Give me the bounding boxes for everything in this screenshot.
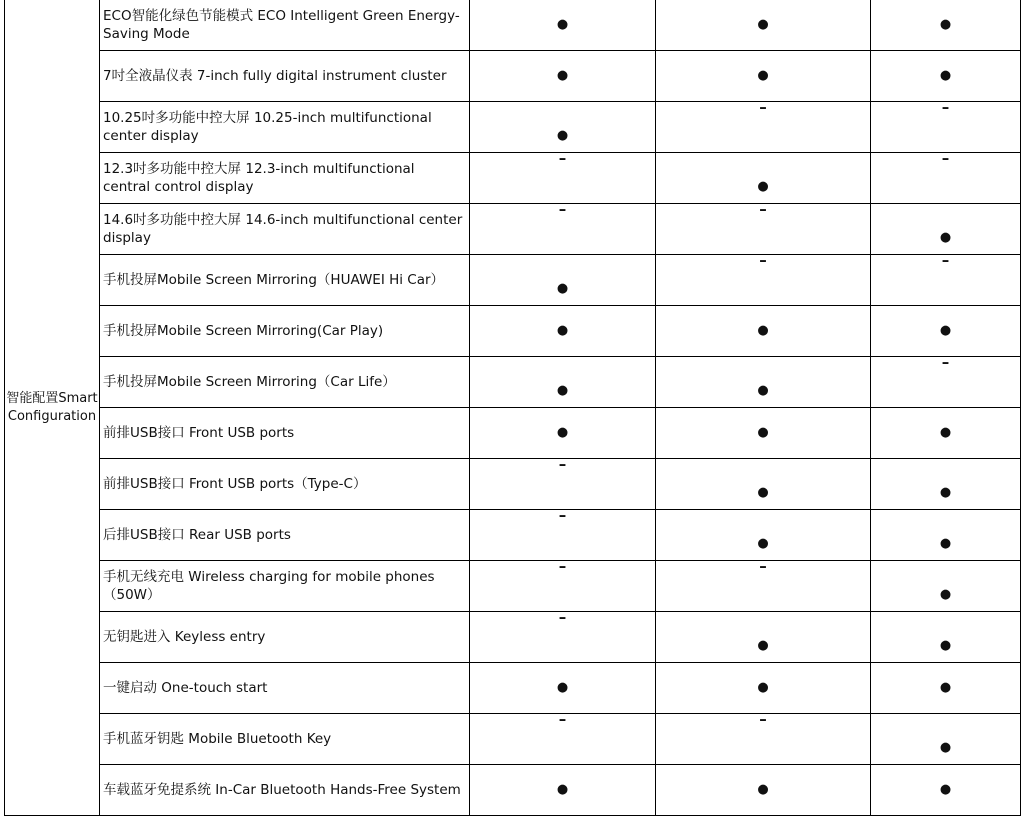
value-mark: ● — [757, 323, 769, 338]
value-mark: – — [759, 713, 767, 728]
variant-2-cell — [656, 306, 871, 357]
value-mark: ● — [939, 638, 952, 653]
variant-1-cell — [470, 102, 656, 153]
variant-2-cell — [656, 663, 871, 714]
value-mark: ● — [939, 230, 952, 245]
table-row — [5, 153, 1021, 204]
variant-1-cell — [470, 663, 656, 714]
table-row — [5, 204, 1021, 255]
value-mark: ● — [939, 587, 952, 602]
feature-cell: 一键启动 One-touch start — [100, 663, 470, 714]
value-mark: – — [558, 203, 567, 218]
value-mark: – — [941, 101, 950, 116]
table-row — [5, 765, 1021, 816]
value-mark: ● — [939, 782, 952, 797]
value-mark: ● — [939, 536, 952, 551]
value-mark: ● — [939, 425, 952, 440]
variant-1-cell — [470, 0, 656, 51]
variant-3-cell — [871, 204, 1021, 255]
variant-1-cell — [470, 561, 656, 612]
table-row — [5, 0, 1021, 51]
value-mark: ● — [757, 485, 769, 500]
feature-cell: 前排USB接口 Front USB ports（Type-C） — [100, 459, 470, 510]
feature-cell: 手机蓝牙钥匙 Mobile Bluetooth Key — [100, 714, 470, 765]
value-mark: – — [558, 713, 567, 728]
table-row — [5, 255, 1021, 306]
spec-sheet — [4, 0, 1020, 817]
variant-1-cell — [470, 408, 656, 459]
table-row — [5, 612, 1021, 663]
variant-3-cell — [871, 459, 1021, 510]
feature-cell: 手机投屏Mobile Screen Mirroring(Car Play) — [100, 306, 470, 357]
variant-1-cell — [470, 51, 656, 102]
value-mark: ● — [556, 383, 569, 398]
feature-cell: 车载蓝牙免提系统 In-Car Bluetooth Hands-Free System — [100, 765, 470, 816]
value-mark: ● — [757, 425, 769, 440]
value-mark: – — [759, 101, 767, 116]
variant-3-cell — [871, 561, 1021, 612]
variant-3-cell — [871, 306, 1021, 357]
value-mark: ● — [939, 17, 952, 32]
variant-3-cell — [871, 153, 1021, 204]
variant-2-cell — [656, 561, 871, 612]
variant-3-cell — [871, 0, 1021, 51]
value-mark: ● — [556, 128, 569, 143]
variant-1-cell — [470, 510, 656, 561]
value-mark: – — [558, 611, 567, 626]
feature-cell: 手机投屏Mobile Screen Mirroring（Car Life） — [100, 357, 470, 408]
value-mark: ● — [556, 323, 569, 338]
variant-3-cell — [871, 663, 1021, 714]
table-row — [5, 102, 1021, 153]
variant-3-cell — [871, 612, 1021, 663]
table-row — [5, 408, 1021, 459]
configuration-table — [4, 0, 1021, 816]
variant-3-cell — [871, 102, 1021, 153]
feature-cell: 手机无线充电 Wireless charging for mobile phones（50W） — [100, 561, 470, 612]
variant-2-cell — [656, 612, 871, 663]
table-row — [5, 357, 1021, 408]
feature-cell: 14.6吋多功能中控大屏 14.6-inch multifunctional center display — [100, 204, 470, 255]
feature-cell: 12.3吋多功能中控大屏 12.3-inch multifunctional central control display — [100, 153, 470, 204]
value-mark: ● — [556, 17, 569, 32]
variant-2-cell — [656, 51, 871, 102]
feature-cell: 手机投屏Mobile Screen Mirroring（HUAWEI Hi Car） — [100, 255, 470, 306]
value-mark: – — [558, 458, 567, 473]
category-cell: 智能配置Smart Configuration — [5, 0, 100, 816]
variant-1-cell — [470, 357, 656, 408]
table-row — [5, 714, 1021, 765]
variant-3-cell — [871, 255, 1021, 306]
feature-cell: 7吋全液晶仪表 7-inch fully digital instrument cluster — [100, 51, 470, 102]
variant-3-cell — [871, 510, 1021, 561]
variant-2-cell — [656, 765, 871, 816]
value-mark: ● — [556, 680, 569, 695]
value-mark: ● — [556, 281, 569, 296]
table-row — [5, 306, 1021, 357]
variant-2-cell — [656, 102, 871, 153]
value-mark: ● — [556, 68, 569, 83]
table-row — [5, 663, 1021, 714]
variant-1-cell — [470, 306, 656, 357]
table-row — [5, 510, 1021, 561]
variant-1-cell — [470, 612, 656, 663]
value-mark: ● — [757, 383, 769, 398]
variant-3-cell — [871, 408, 1021, 459]
variant-3-cell — [871, 765, 1021, 816]
table-row — [5, 459, 1021, 510]
value-mark: ● — [757, 680, 769, 695]
variant-2-cell — [656, 204, 871, 255]
value-mark: ● — [556, 425, 569, 440]
value-mark: – — [558, 560, 567, 575]
variant-3-cell — [871, 714, 1021, 765]
value-mark: ● — [757, 638, 769, 653]
value-mark: – — [759, 560, 767, 575]
value-mark: – — [941, 152, 950, 167]
feature-cell: ECO智能化绿色节能模式 ECO Intelligent Green Energy-Saving Mode — [100, 0, 470, 51]
table-row — [5, 51, 1021, 102]
value-mark: – — [941, 254, 950, 269]
value-mark: ● — [939, 485, 952, 500]
value-mark: – — [558, 509, 567, 524]
feature-cell: 10.25吋多功能中控大屏 10.25-inch multifunctional center display — [100, 102, 470, 153]
variant-2-cell — [656, 408, 871, 459]
value-mark: ● — [939, 68, 952, 83]
variant-1-cell — [470, 255, 656, 306]
variant-3-cell — [871, 357, 1021, 408]
variant-2-cell — [656, 153, 871, 204]
table-body — [5, 0, 1021, 816]
variant-2-cell — [656, 255, 871, 306]
feature-cell: 无钥匙进入 Keyless entry — [100, 612, 470, 663]
variant-1-cell — [470, 714, 656, 765]
value-mark: ● — [757, 68, 769, 83]
feature-cell: 前排USB接口 Front USB ports — [100, 408, 470, 459]
variant-2-cell — [656, 357, 871, 408]
variant-1-cell — [470, 459, 656, 510]
variant-1-cell — [470, 153, 656, 204]
variant-2-cell — [656, 714, 871, 765]
value-mark: ● — [757, 782, 769, 797]
value-mark: – — [941, 356, 950, 371]
variant-3-cell — [871, 51, 1021, 102]
value-mark: – — [759, 254, 767, 269]
variant-2-cell — [656, 0, 871, 51]
variant-2-cell — [656, 459, 871, 510]
value-mark: ● — [757, 17, 769, 32]
value-mark: ● — [939, 323, 952, 338]
value-mark: – — [759, 203, 767, 218]
value-mark: – — [558, 152, 567, 167]
value-mark: ● — [556, 782, 569, 797]
value-mark: ● — [939, 740, 952, 755]
variant-2-cell — [656, 510, 871, 561]
variant-1-cell — [470, 204, 656, 255]
table-row — [5, 561, 1021, 612]
variant-1-cell — [470, 765, 656, 816]
value-mark: ● — [757, 179, 769, 194]
value-mark: ● — [939, 680, 952, 695]
value-mark: ● — [757, 536, 769, 551]
feature-cell: 后排USB接口 Rear USB ports — [100, 510, 470, 561]
